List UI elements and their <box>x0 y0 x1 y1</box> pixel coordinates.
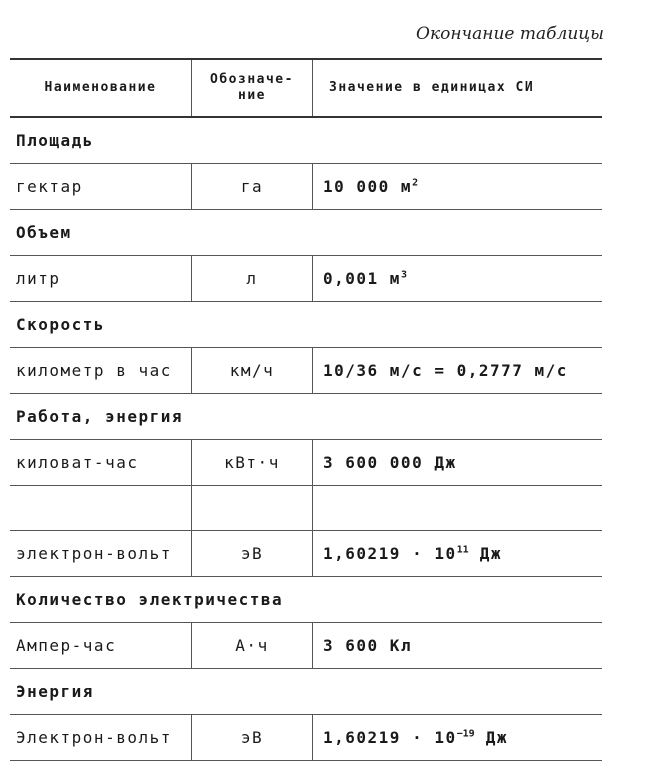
unit-name: километр в час <box>10 348 192 394</box>
unit-symbol: А·ч <box>192 623 313 669</box>
section-title: Работа, энергия <box>10 394 602 440</box>
column-header-name: Наименование <box>10 59 192 117</box>
unit-name: Электрон-вольт <box>10 715 192 761</box>
unit-name <box>10 486 192 531</box>
column-header-value: Значение в единицах СИ <box>313 59 603 117</box>
unit-name: гектар <box>10 164 192 210</box>
section-title: Скорость <box>10 302 602 348</box>
unit-symbol: га <box>192 164 313 210</box>
unit-symbol <box>192 486 313 531</box>
table-row <box>10 164 602 210</box>
table-caption: Окончание таблицы <box>416 24 604 44</box>
section-row <box>10 669 602 715</box>
table-row <box>10 256 602 302</box>
unit-symbol: эВ <box>192 531 313 577</box>
unit-si-value: $1,60219 \cdot 10^{11}$ Дж <box>313 531 603 577</box>
unit-symbol: кВт·ч <box>192 440 313 486</box>
unit-name: электрон-вольт <box>10 531 192 577</box>
table-row <box>10 623 602 669</box>
section-row <box>10 577 602 623</box>
unit-si-value: $1,60219 \cdot 10^{-19}$ Дж <box>313 715 603 761</box>
units-table <box>10 58 602 761</box>
section-row <box>10 302 602 348</box>
column-header-symbol: Обозначе- ние <box>192 59 313 117</box>
table-row <box>10 715 602 761</box>
table-row <box>10 440 602 486</box>
table-row <box>10 531 602 577</box>
unit-name: Ампер-час <box>10 623 192 669</box>
unit-si-value: 10 000 $м^2$ <box>313 164 603 210</box>
section-row <box>10 394 602 440</box>
unit-symbol: эВ <box>192 715 313 761</box>
unit-name: литр <box>10 256 192 302</box>
unit-symbol: км/ч <box>192 348 313 394</box>
section-title: Площадь <box>10 117 602 164</box>
unit-si-value: 10/36 м/с = 0,2777 м/с <box>313 348 603 394</box>
section-title: Энергия <box>10 669 602 715</box>
unit-si-value <box>313 486 603 531</box>
unit-si-value: 0,001 $м^3$ <box>313 256 603 302</box>
section-row <box>10 210 602 256</box>
unit-name: киловат-час <box>10 440 192 486</box>
table-header-row <box>10 59 602 117</box>
unit-si-value: 3 600 000 Дж <box>313 440 603 486</box>
section-title: Количество электричества <box>10 577 602 623</box>
section-row <box>10 117 602 164</box>
table-row <box>10 348 602 394</box>
table-row-empty <box>10 486 602 531</box>
unit-symbol: л <box>192 256 313 302</box>
section-title: Объем <box>10 210 602 256</box>
unit-si-value: 3 600 Кл <box>313 623 603 669</box>
